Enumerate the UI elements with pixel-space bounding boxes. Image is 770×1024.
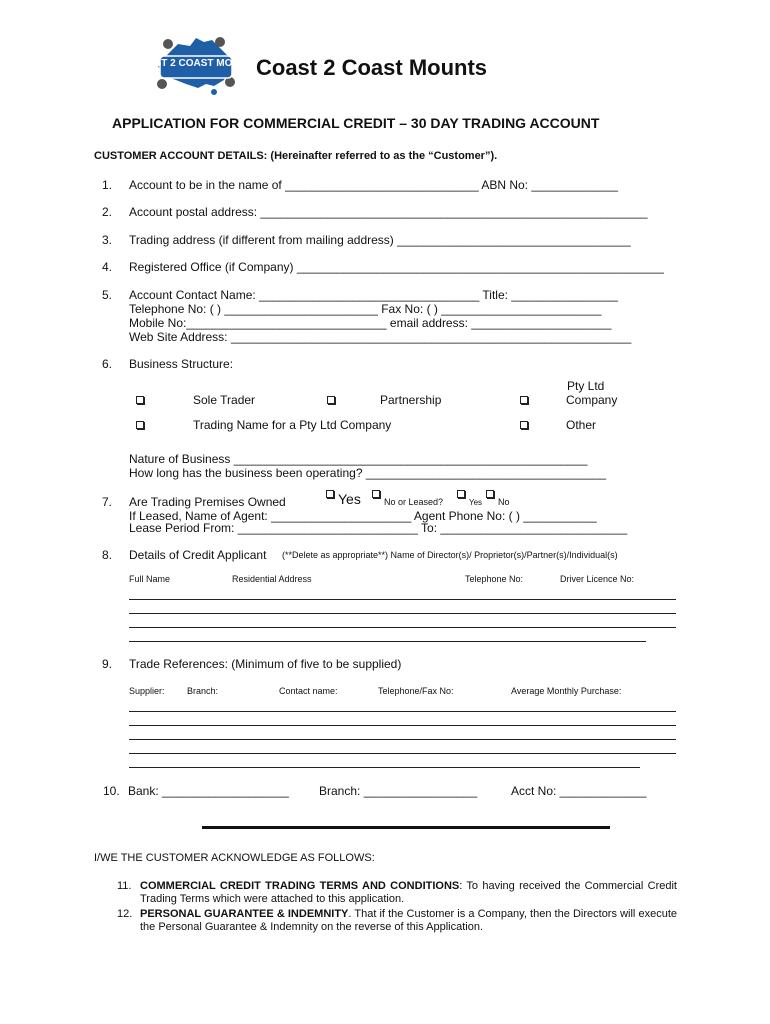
premises-leased-yes-checkbox[interactable] <box>457 490 465 498</box>
premises-leased-no-label: No <box>498 497 510 507</box>
postal-address-field[interactable]: Account postal address: __________________________________________________________ <box>129 205 648 219</box>
company-name: Coast 2 Coast Mounts <box>256 55 488 80</box>
terms-conditions-title: COMMERCIAL CREDIT TRADING TERMS AND CONDITIONS <box>140 880 460 892</box>
column-contact-name: Contact name: <box>279 686 338 696</box>
business-duration-field[interactable]: How long has the business been operating? ____________________________________ <box>129 466 607 480</box>
column-average-monthly: Average Monthly Purchase: <box>511 686 622 696</box>
registered-office-field[interactable]: Registered Office (if Company) _______________________________________________________ <box>129 260 664 274</box>
column-supplier: Supplier: <box>129 686 165 696</box>
credit-applicant-label: Details of Credit Applicant <box>129 548 267 562</box>
column-telephone-fax: Telephone/Fax No: <box>378 686 454 696</box>
premises-leased-no-checkbox[interactable] <box>486 490 494 498</box>
column-branch: Branch: <box>187 686 219 696</box>
column-telephone: Telephone No: <box>465 574 524 584</box>
reference-entry-line[interactable] <box>129 711 676 712</box>
terms-conditions-text: : To having received the Commercial Credit Trading Terms which were attached to this application. <box>140 880 677 905</box>
other-checkbox[interactable] <box>520 421 528 429</box>
svg-text:COAST 2 COAST MOUNTS: COAST 2 COAST MOUNTS <box>132 58 260 69</box>
applicant-entry-line[interactable] <box>129 599 676 600</box>
credit-applicant-note: (**Delete as appropriate**) Name of Director(s)/ Proprietor(s)/Partner(s)/Individual(s) <box>282 550 618 560</box>
contact-name-field[interactable]: Account Contact Name: _________________________________ Title: ________________ <box>129 288 619 302</box>
personal-guarantee-text: . That if the Customer is a Company, then the Directors will execute the Personal Guarantee & Indemnity on the reverse of this Application. <box>140 908 678 933</box>
item-number: 11. <box>117 880 132 892</box>
reference-entry-line[interactable] <box>129 739 676 740</box>
pty-ltd-label: Company <box>566 393 618 407</box>
pty-ltd-checkbox[interactable] <box>520 396 528 404</box>
item-number: 3. <box>101 233 112 247</box>
nature-of-business-field[interactable]: Nature of Business _____________________________________________________ <box>129 452 588 466</box>
reference-entry-line[interactable] <box>129 725 676 726</box>
item-number: 9. <box>101 657 112 671</box>
bank-field[interactable]: Bank: ___________________ <box>128 784 289 798</box>
form-title: APPLICATION FOR COMMERCIAL CREDIT – 30 DAY TRADING ACCOUNT <box>112 115 600 131</box>
section-heading: CUSTOMER ACCOUNT DETAILS: (Hereinafter referred to as the “Customer”). <box>94 150 498 162</box>
column-full-name: Full Name <box>129 574 171 584</box>
reference-entry-line[interactable] <box>129 767 640 768</box>
account-name-field[interactable]: Account to be in the name of _____________________________ ABN No: _____________ <box>129 178 619 192</box>
pty-ltd-label: Pty Ltd <box>567 379 605 393</box>
item-number: 5. <box>101 288 112 302</box>
premises-owned-no-checkbox[interactable] <box>372 490 380 498</box>
reference-entry-line[interactable] <box>129 753 676 754</box>
applicant-entry-line[interactable] <box>129 627 676 628</box>
item-number: 1. <box>101 178 112 192</box>
acknowledge-heading: I/WE THE CUSTOMER ACKNOWLEDGE AS FOLLOWS: <box>94 852 375 864</box>
column-residential-address: Residential Address <box>232 574 312 584</box>
item-number: 10. <box>103 784 120 798</box>
trading-name-label: Trading Name for a Pty Ltd Company <box>193 418 392 432</box>
applicant-entry-line[interactable] <box>129 641 646 642</box>
partnership-label: Partnership <box>380 393 442 407</box>
trade-references-label: Trade References: (Minimum of five to be supplied) <box>129 657 402 671</box>
premises-owned-yes-checkbox[interactable] <box>326 490 334 498</box>
sole-trader-checkbox[interactable] <box>136 396 144 404</box>
company-logo <box>132 34 260 96</box>
personal-guarantee-title: PERSONAL GUARANTEE & INDEMNITY <box>140 908 349 920</box>
item-number: 7. <box>101 495 112 509</box>
terms-conditions-paragraph <box>140 880 677 906</box>
applicant-entry-line[interactable] <box>129 613 676 614</box>
website-field[interactable]: Web Site Address: ____________________________________________________________ <box>129 330 632 344</box>
sole-trader-label: Sole Trader <box>193 393 256 407</box>
account-number-field[interactable]: Acct No: _____________ <box>511 784 647 798</box>
item-number: 12. <box>117 908 133 920</box>
column-driver-licence: Driver Licence No: <box>560 574 635 584</box>
item-number: 8. <box>101 548 112 562</box>
item-number: 4. <box>101 260 112 274</box>
business-structure-label: Business Structure: <box>129 357 234 371</box>
premises-owned-yes-label: Yes <box>338 491 361 507</box>
partnership-checkbox[interactable] <box>327 396 335 404</box>
personal-guarantee-paragraph <box>140 908 677 934</box>
item-number: 6. <box>101 357 112 371</box>
premises-owned-no-label: No or Leased? <box>384 497 444 507</box>
branch-field[interactable]: Branch: _________________ <box>319 784 478 798</box>
trading-name-checkbox[interactable] <box>136 421 144 429</box>
item-number: 2. <box>101 205 112 219</box>
trading-address-field[interactable]: Trading address (if different from mailing address) ___________________________________ <box>129 233 631 247</box>
section-divider <box>202 826 610 829</box>
premises-owned-label: Are Trading Premises Owned <box>129 495 286 509</box>
mobile-email-field[interactable]: Mobile No:______________________________ email address: _____________________ <box>129 316 612 330</box>
agent-field[interactable]: If Leased, Name of Agent: _____________________ Agent Phone No: ( ) ___________ <box>129 509 597 523</box>
other-label: Other <box>566 418 597 432</box>
telephone-fax-field[interactable]: Telephone No: ( ) _______________________ Fax No: ( ) ________________________ <box>129 302 602 316</box>
premises-leased-yes-label: Yes <box>469 498 483 507</box>
lease-period-field[interactable]: Lease Period From: ___________________________ To: ____________________________ <box>129 521 628 535</box>
